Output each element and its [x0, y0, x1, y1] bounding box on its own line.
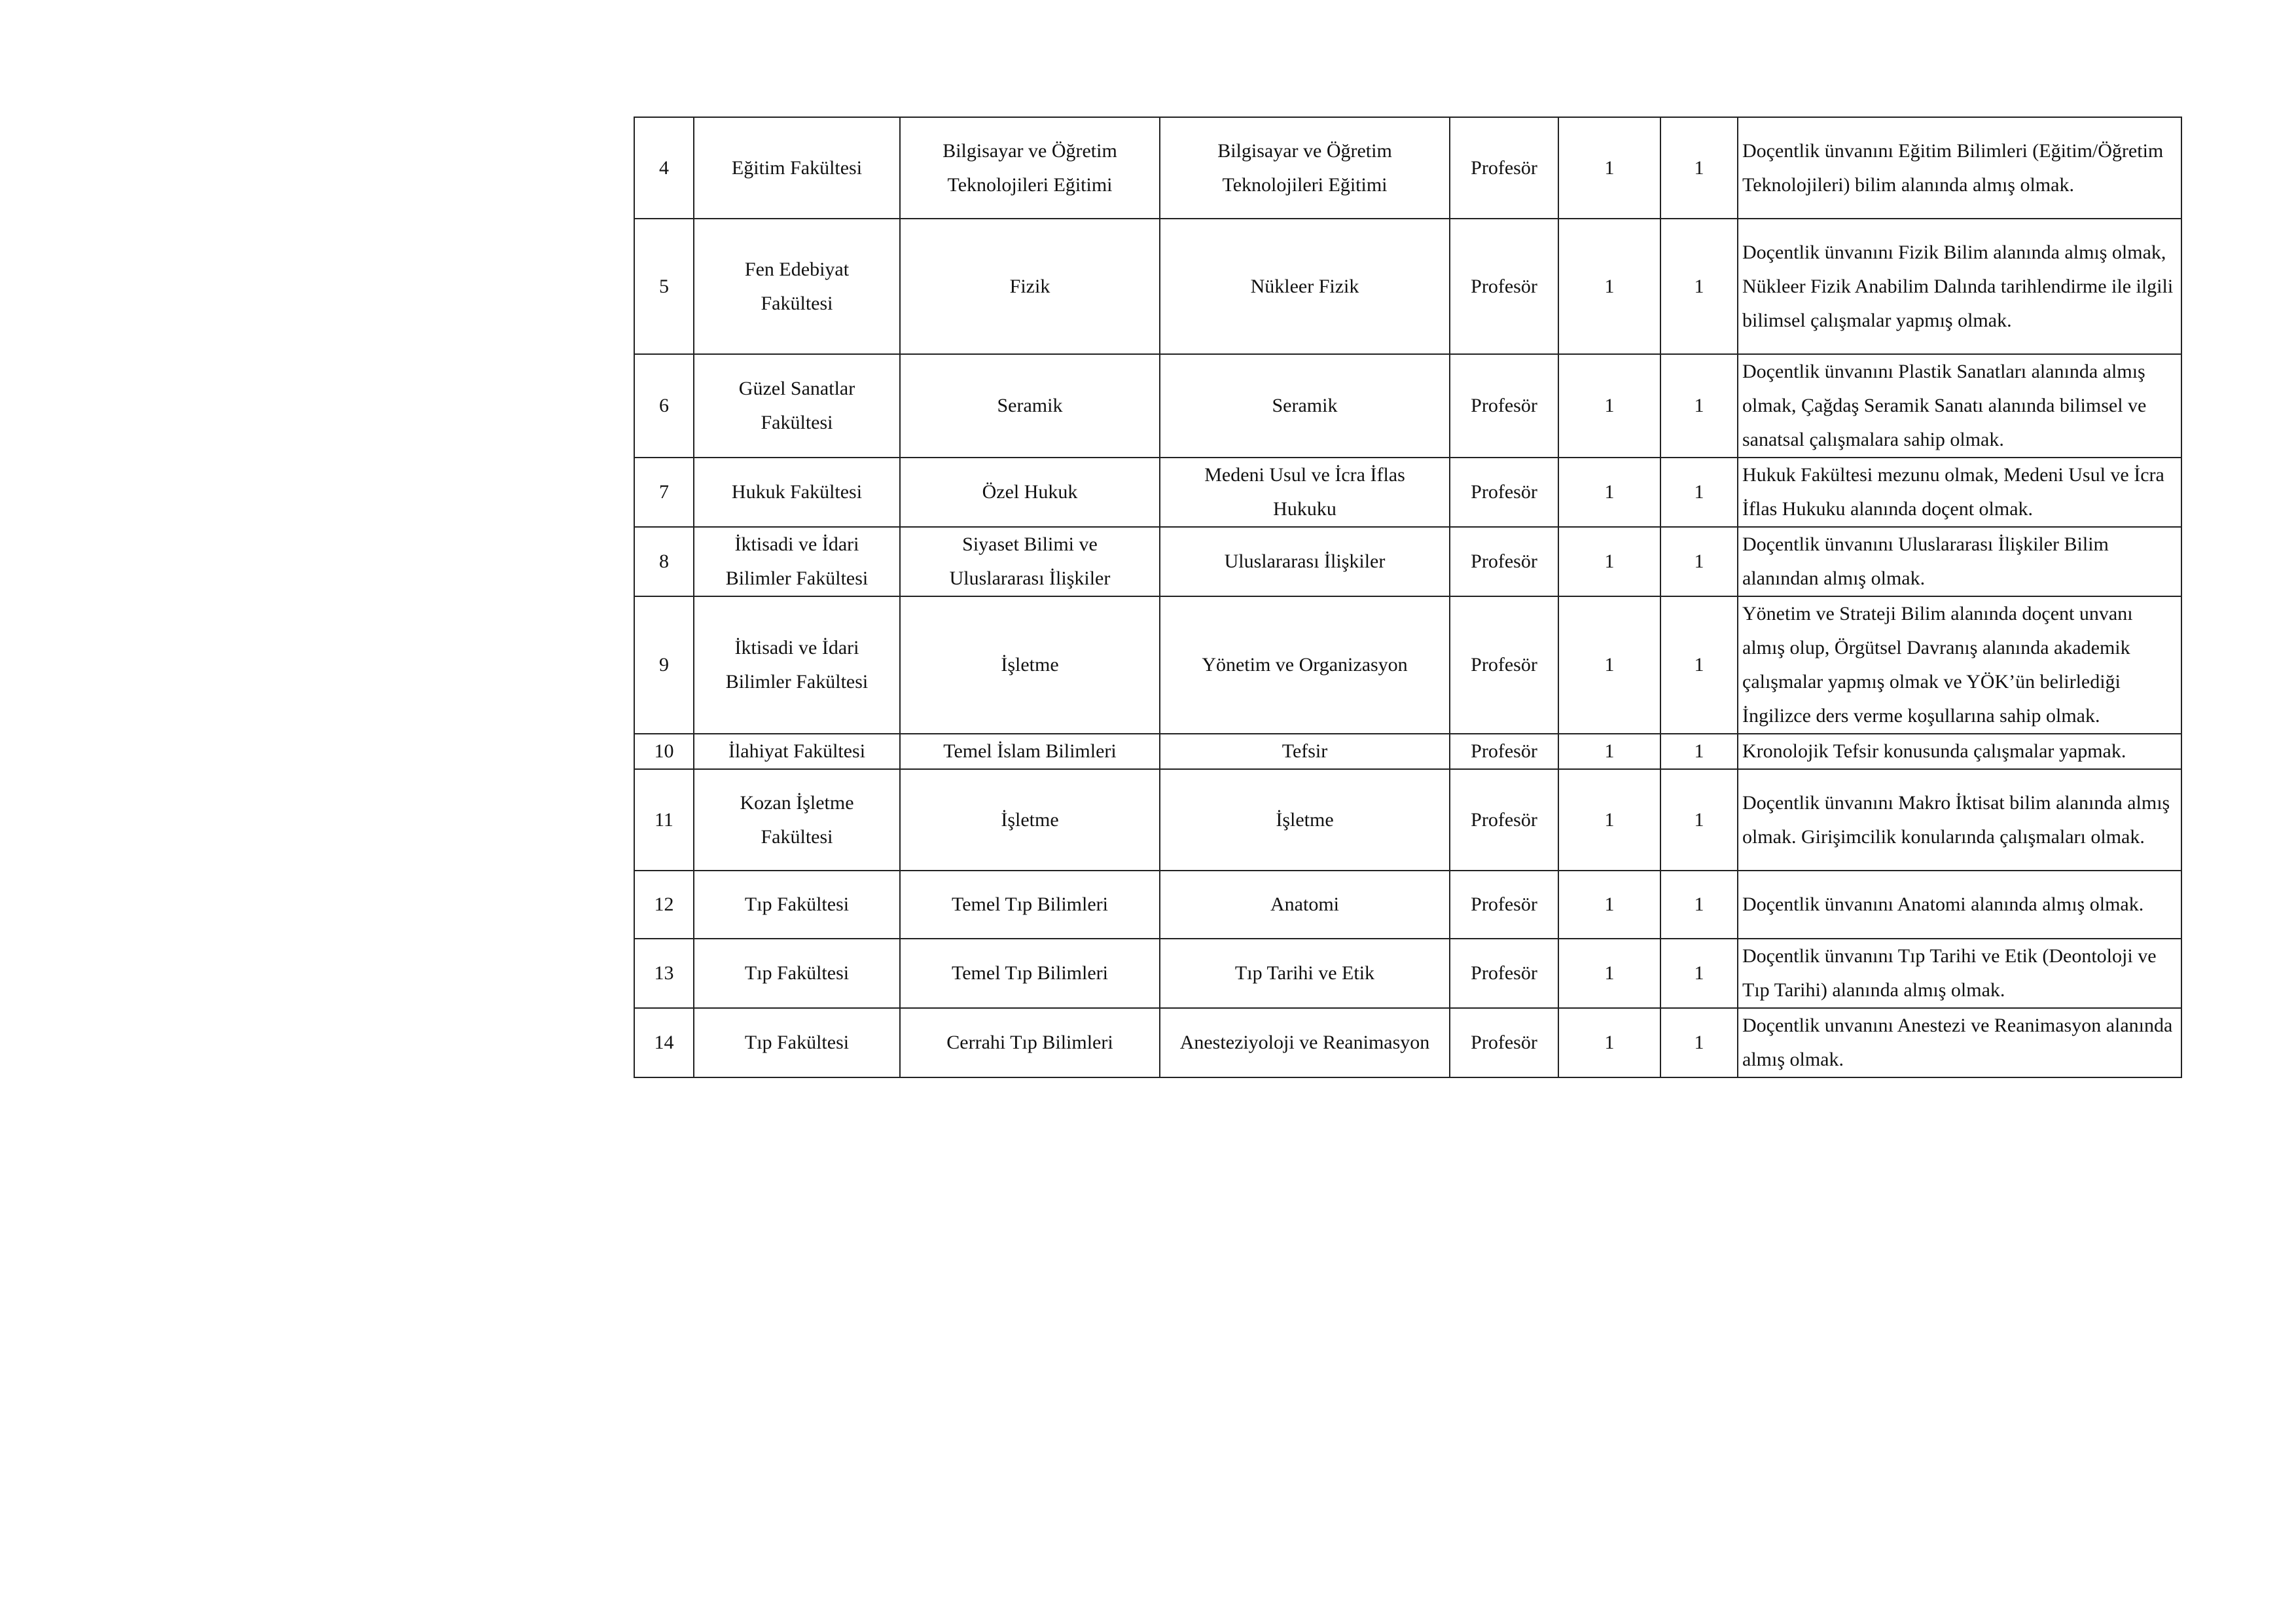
department-cell: Temel Tıp Bilimleri	[900, 939, 1160, 1008]
row-number-cell: 14	[634, 1008, 694, 1077]
academic-title-cell: Profesör	[1450, 354, 1558, 458]
subfield-cell: İşletme	[1160, 769, 1450, 871]
table-row	[634, 117, 2181, 219]
faculty-cell: İktisadi ve İdari Bilimler Fakültesi	[694, 596, 900, 734]
faculty-cell: İktisadi ve İdari Bilimler Fakültesi	[694, 527, 900, 596]
faculty-cell: Tıp Fakültesi	[694, 1008, 900, 1077]
requirement-cell: Hukuk Fakültesi mezunu olmak, Medeni Usul ve İcra İflas Hukuku alanında doçent olmak.	[1738, 458, 2181, 527]
subfield-cell: Uluslararası İlişkiler	[1160, 527, 1450, 596]
degree-cell: 1	[1558, 939, 1660, 1008]
table-row	[634, 458, 2181, 527]
academic-title-cell: Profesör	[1450, 458, 1558, 527]
department-cell: Seramik	[900, 354, 1160, 458]
subfield-cell: Bilgisayar ve Öğretim Teknolojileri Eğitimi	[1160, 117, 1450, 219]
department-cell: İşletme	[900, 769, 1160, 871]
subfield-cell: Anatomi	[1160, 871, 1450, 939]
faculty-cell: Hukuk Fakültesi	[694, 458, 900, 527]
degree-cell: 1	[1558, 219, 1660, 354]
requirement-cell: Yönetim ve Strateji Bilim alanında doçent unvanı almış olup, Örgütsel Davranış alanında akademik çalışmalar yapmış olmak ve YÖK’ün belirlediği İngilizce ders verme koşullarına sahip olmak.	[1738, 596, 2181, 734]
department-cell: Cerrahi Tıp Bilimleri	[900, 1008, 1160, 1077]
degree-cell: 1	[1558, 117, 1660, 219]
academic-title-cell: Profesör	[1450, 871, 1558, 939]
position-count-cell: 1	[1660, 769, 1738, 871]
row-number-cell: 12	[634, 871, 694, 939]
table-row	[634, 1008, 2181, 1077]
table-row	[634, 527, 2181, 596]
academic-title-cell: Profesör	[1450, 117, 1558, 219]
table-row	[634, 354, 2181, 458]
row-number-cell: 13	[634, 939, 694, 1008]
subfield-cell: Anesteziyoloji ve Reanimasyon	[1160, 1008, 1450, 1077]
requirement-cell: Doçentlik unvanını Anestezi ve Reanimasyon alanında almış olmak.	[1738, 1008, 2181, 1077]
requirement-cell: Doçentlik ünvanını Plastik Sanatları alanında almış olmak, Çağdaş Seramik Sanatı alanında bilimsel ve sanatsal çalışmalara sahip olmak.	[1738, 354, 2181, 458]
position-count-cell: 1	[1660, 527, 1738, 596]
table-row	[634, 939, 2181, 1008]
degree-cell: 1	[1558, 1008, 1660, 1077]
table-row	[634, 734, 2181, 769]
academic-title-cell: Profesör	[1450, 769, 1558, 871]
subfield-cell: Nükleer Fizik	[1160, 219, 1450, 354]
position-count-cell: 1	[1660, 354, 1738, 458]
requirement-cell: Doçentlik ünvanını Fizik Bilim alanında almış olmak, Nükleer Fizik Anabilim Dalında tarihlendirme ile ilgili bilimsel çalışmalar yapmış olmak.	[1738, 219, 2181, 354]
faculty-cell: Eğitim Fakültesi	[694, 117, 900, 219]
academic-title-cell: Profesör	[1450, 939, 1558, 1008]
faculty-cell: Tıp Fakültesi	[694, 871, 900, 939]
table-row	[634, 769, 2181, 871]
degree-cell: 1	[1558, 354, 1660, 458]
requirement-cell: Doçentlik ünvanını Eğitim Bilimleri (Eğitim/Öğretim Teknolojileri) bilim alanında almış olmak.	[1738, 117, 2181, 219]
position-count-cell: 1	[1660, 596, 1738, 734]
degree-cell: 1	[1558, 458, 1660, 527]
row-number-cell: 5	[634, 219, 694, 354]
requirement-cell: Doçentlik ünvanını Anatomi alanında almış olmak.	[1738, 871, 2181, 939]
table-row	[634, 219, 2181, 354]
position-count-cell: 1	[1660, 1008, 1738, 1077]
academic-title-cell: Profesör	[1450, 1008, 1558, 1077]
degree-cell: 1	[1558, 527, 1660, 596]
positions-table	[634, 117, 2182, 1078]
row-number-cell: 7	[634, 458, 694, 527]
department-cell: Siyaset Bilimi ve Uluslararası İlişkiler	[900, 527, 1160, 596]
requirement-cell: Doçentlik ünvanını Makro İktisat bilim alanında almış olmak. Girişimcilik konularında çalışmaları olmak.	[1738, 769, 2181, 871]
department-cell: Özel Hukuk	[900, 458, 1160, 527]
faculty-cell: İlahiyat Fakültesi	[694, 734, 900, 769]
degree-cell: 1	[1558, 596, 1660, 734]
position-count-cell: 1	[1660, 458, 1738, 527]
department-cell: Fizik	[900, 219, 1160, 354]
subfield-cell: Tıp Tarihi ve Etik	[1160, 939, 1450, 1008]
position-count-cell: 1	[1660, 117, 1738, 219]
table-row	[634, 596, 2181, 734]
faculty-cell: Fen Edebiyat Fakültesi	[694, 219, 900, 354]
table-body	[634, 117, 2181, 1077]
academic-title-cell: Profesör	[1450, 596, 1558, 734]
row-number-cell: 9	[634, 596, 694, 734]
academic-title-cell: Profesör	[1450, 527, 1558, 596]
department-cell: İşletme	[900, 596, 1160, 734]
degree-cell: 1	[1558, 734, 1660, 769]
row-number-cell: 4	[634, 117, 694, 219]
degree-cell: 1	[1558, 769, 1660, 871]
subfield-cell: Tefsir	[1160, 734, 1450, 769]
row-number-cell: 8	[634, 527, 694, 596]
department-cell: Bilgisayar ve Öğretim Teknolojileri Eğitimi	[900, 117, 1160, 219]
faculty-cell: Kozan İşletme Fakültesi	[694, 769, 900, 871]
faculty-cell: Güzel Sanatlar Fakültesi	[694, 354, 900, 458]
position-count-cell: 1	[1660, 734, 1738, 769]
degree-cell: 1	[1558, 871, 1660, 939]
position-count-cell: 1	[1660, 939, 1738, 1008]
subfield-cell: Medeni Usul ve İcra İflas Hukuku	[1160, 458, 1450, 527]
position-count-cell: 1	[1660, 219, 1738, 354]
department-cell: Temel İslam Bilimleri	[900, 734, 1160, 769]
academic-title-cell: Profesör	[1450, 734, 1558, 769]
academic-title-cell: Profesör	[1450, 219, 1558, 354]
table-row	[634, 871, 2181, 939]
row-number-cell: 6	[634, 354, 694, 458]
department-cell: Temel Tıp Bilimleri	[900, 871, 1160, 939]
requirement-cell: Kronolojik Tefsir konusunda çalışmalar yapmak.	[1738, 734, 2181, 769]
row-number-cell: 10	[634, 734, 694, 769]
row-number-cell: 11	[634, 769, 694, 871]
requirement-cell: Doçentlik ünvanını Uluslararası İlişkiler Bilim alanından almış olmak.	[1738, 527, 2181, 596]
position-count-cell: 1	[1660, 871, 1738, 939]
faculty-cell: Tıp Fakültesi	[694, 939, 900, 1008]
subfield-cell: Yönetim ve Organizasyon	[1160, 596, 1450, 734]
subfield-cell: Seramik	[1160, 354, 1450, 458]
requirement-cell: Doçentlik ünvanını Tıp Tarihi ve Etik (Deontoloji ve Tıp Tarihi) alanında almış olmak.	[1738, 939, 2181, 1008]
